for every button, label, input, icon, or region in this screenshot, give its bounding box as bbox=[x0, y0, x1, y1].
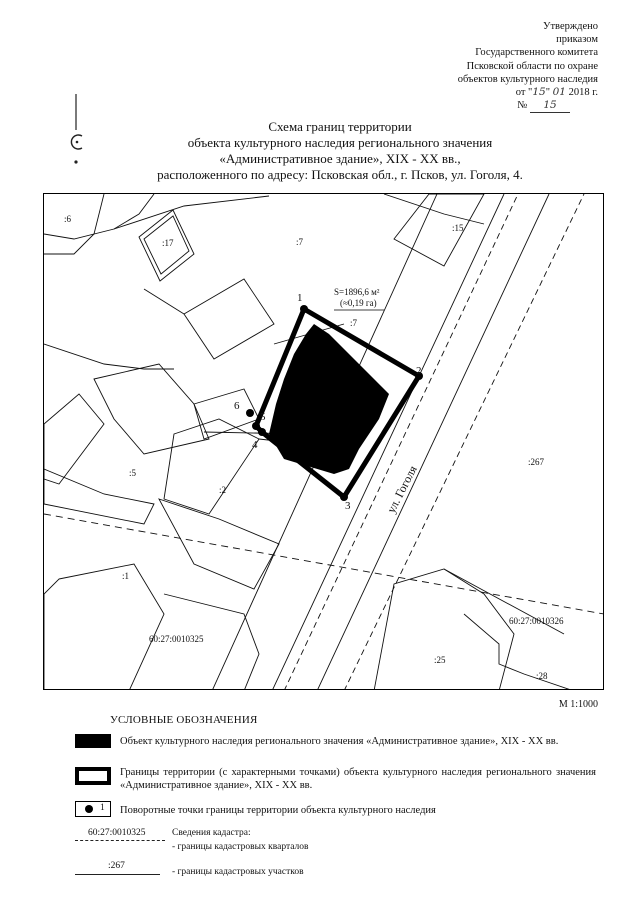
parcel-label: :5 bbox=[129, 468, 137, 478]
point-label-4: 4 bbox=[252, 439, 258, 451]
approval-day: 15 bbox=[532, 86, 546, 99]
parcel-label: :15 bbox=[452, 223, 464, 233]
parcel-label: :28 bbox=[536, 671, 548, 681]
quarter-label: 60:27:0010326 bbox=[509, 616, 564, 626]
approval-year: 2018 г. bbox=[568, 87, 598, 99]
point-label-6: 6 bbox=[234, 400, 240, 412]
legend-cad-label: Сведения кадастра: bbox=[172, 828, 251, 838]
approval-line: Утверждено bbox=[543, 21, 598, 32]
parcel-boundary-symbol-icon bbox=[75, 874, 160, 875]
parcel-label: :6 bbox=[64, 214, 72, 224]
parcel-label: :7 bbox=[296, 237, 304, 247]
legend-item-boundary: Границы территории (с характерными точками) объекта культурного наследия регионального значения «Административное здание», XIX - XX вв. bbox=[120, 767, 596, 791]
area-ha-label: (≈0,19 га) bbox=[340, 298, 377, 308]
approval-line: приказом bbox=[556, 34, 598, 46]
parcel-label: :7 bbox=[350, 318, 358, 328]
legend-title: УСЛОВНЫЕ ОБОЗНАЧЕНИЯ bbox=[110, 714, 258, 726]
area-label: S=1896,6 м² bbox=[334, 287, 380, 297]
approval-line: Псковской области по охране bbox=[466, 60, 598, 72]
point-label-1: 1 bbox=[297, 292, 303, 304]
quarter-boundary-symbol-icon bbox=[75, 840, 165, 841]
turning-point-4 bbox=[258, 428, 266, 436]
parcel-label: :1 bbox=[122, 571, 130, 581]
point-label-3: 3 bbox=[345, 500, 351, 512]
approval-number: № 15 bbox=[378, 99, 570, 113]
turning-point-symbol-label: 1 bbox=[100, 803, 105, 813]
scale-label: М 1:1000 bbox=[558, 699, 598, 710]
approval-line: объектов культурного наследия bbox=[457, 73, 598, 85]
approval-line: Государственного комитета bbox=[475, 47, 598, 59]
parcel-label: :25 bbox=[434, 655, 446, 665]
turning-point-symbol-icon bbox=[75, 801, 111, 817]
approval-date: от "15" 01 2018 г. bbox=[515, 86, 598, 99]
turning-point-5 bbox=[252, 422, 260, 430]
page-title: Схема границ территории объекта культурного наследия регионального значения «Административное здание», XIX - XX вв., расположенного по адресу: Псковская обл., г. Псков, ул. Гоголя, 4. bbox=[157, 119, 523, 182]
legend-cad-parcels: - границы кадастровых участков bbox=[172, 867, 304, 877]
approval-month: 01 bbox=[552, 86, 566, 99]
legend-parcel-code: :267 bbox=[108, 861, 125, 871]
parcel-label: :2 bbox=[219, 485, 227, 495]
legend-item-points: Поворотные точки границы территории объекта культурного наследия bbox=[120, 805, 436, 816]
turning-point-6 bbox=[246, 409, 254, 417]
turning-point-1 bbox=[300, 305, 308, 313]
street-label: ул. Гоголя bbox=[384, 463, 420, 516]
territory-boundary-symbol-icon bbox=[75, 767, 111, 785]
parcel-label: :17 bbox=[162, 238, 174, 248]
quarter-label: 60:27:0010325 bbox=[149, 634, 204, 644]
boundary-map bbox=[43, 193, 604, 690]
heritage-object-symbol-icon bbox=[75, 734, 111, 748]
legend-item-heritage: Объект культурного наследия регионального значения «Административное здание», XIX - XX вв. bbox=[120, 736, 559, 747]
legend-cad-quarters: - границы кадастровых кварталов bbox=[172, 842, 309, 852]
point-label-5: 5 bbox=[260, 411, 266, 423]
parcel-label: :267 bbox=[528, 457, 545, 467]
legend-cad-code: 60:27:0010325 bbox=[88, 828, 146, 838]
point-label-2: 2 bbox=[416, 365, 422, 377]
approval-block bbox=[378, 20, 598, 113]
north-arrow-icon bbox=[62, 92, 92, 172]
